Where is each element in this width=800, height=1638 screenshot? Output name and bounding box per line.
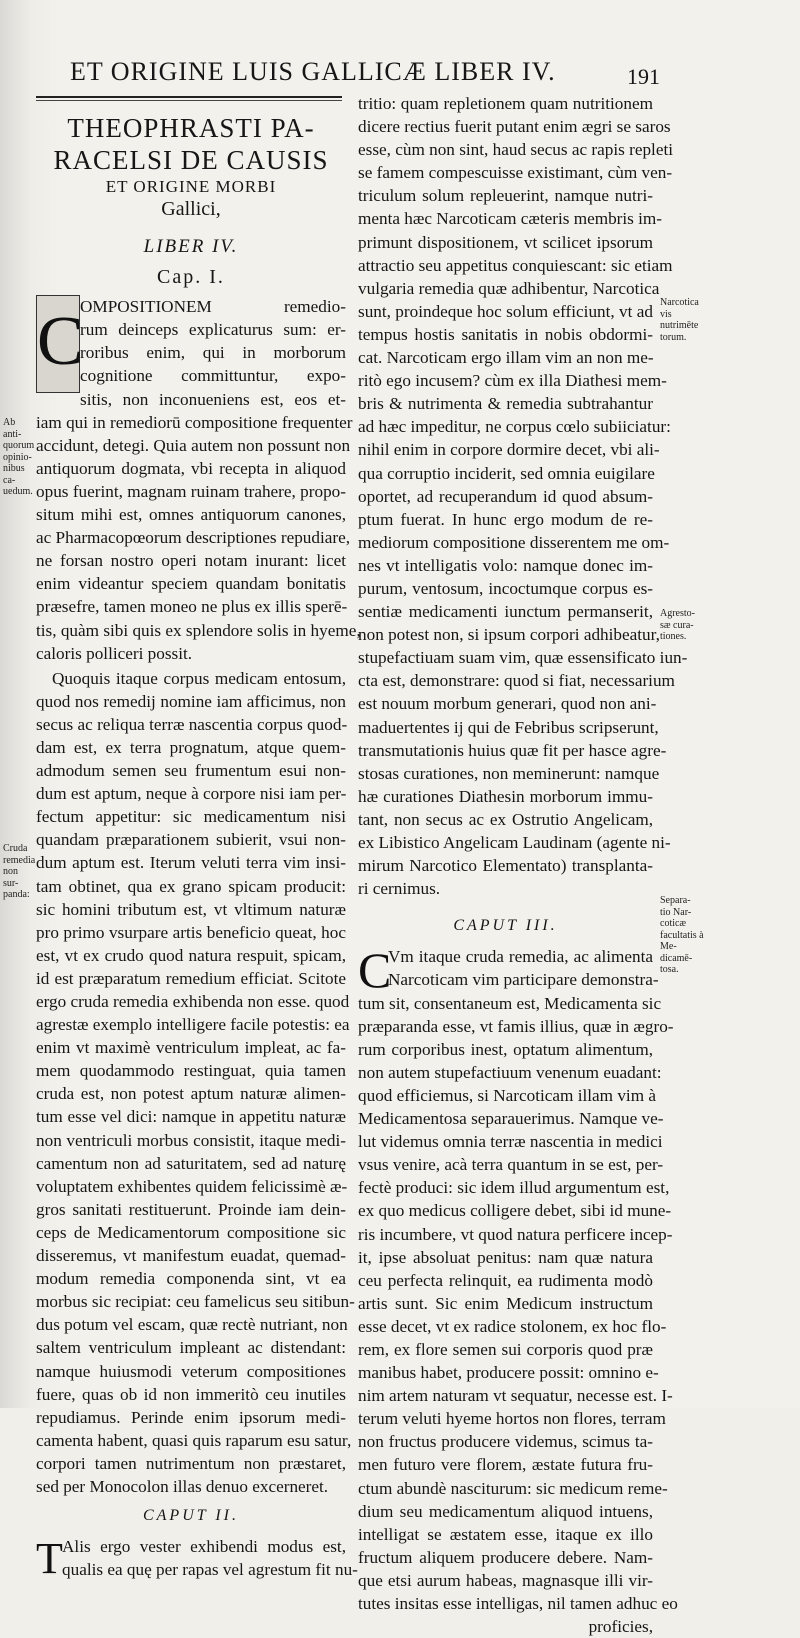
- text-line: corpori tamen nutrimentum non præstaret,: [36, 1453, 346, 1473]
- text-line: Alis ergo vester exhibendi modus est,: [62, 1537, 346, 1557]
- text-line: menta hæc Narcoticam cæteris membris im-: [358, 209, 663, 229]
- text-line: oportet, ad recuperandum id quod absum-: [358, 486, 653, 506]
- margin-note-line: Agresto-: [660, 608, 695, 619]
- text-line: stupefactiuam suam vim, quæ essensificato iun-: [358, 648, 688, 668]
- text-line: camenta habent, quasi quis raparum esu satur,: [36, 1430, 352, 1450]
- margin-note-right-3: [660, 895, 708, 976]
- text-line: caloris polliceri possit.: [36, 643, 193, 663]
- text-line: secus ac reliqua terræ nascentia corpus quod-: [36, 714, 348, 734]
- text-line: ex quo medicus colligere debet, sibi id mune-: [358, 1201, 672, 1221]
- margin-note-left-2: [3, 843, 35, 901]
- paragraph-2: [36, 667, 355, 1498]
- margin-note-line: tiones.: [660, 631, 687, 642]
- text-line: rem, ex flore semen sui corporis quod præ: [358, 1339, 653, 1359]
- text-line: situm mihi est, omnes antiquorum canones,: [36, 505, 346, 525]
- text-line: sed per Monocolon illas denuo excerneret.: [36, 1476, 329, 1496]
- margin-note-line: Separa-: [660, 895, 691, 906]
- text-line: tritio: quam repletionem quam nutritionem: [358, 94, 653, 113]
- text-line: præparanda esse, vt famis illius, quæ in ægro-: [358, 1016, 674, 1036]
- margin-note-line: facultatis à Me-: [660, 929, 704, 952]
- margin-note-line: uedum.: [3, 486, 33, 497]
- text-line: dicere rectius fuerit putant enim ægri se saros: [358, 117, 671, 137]
- text-line: attractio seu appetitus conquiescant: sic etiam: [358, 255, 673, 275]
- text-line: tum esse vel dici: namque in appetitu naturæ: [36, 1107, 346, 1127]
- text-line: repudiamus. Perinde enim ipsorum medi-: [36, 1407, 346, 1427]
- text-line: roribus enim, qui in morborum: [80, 343, 346, 363]
- text-line: non fructus producere videmus, scimus ta-: [358, 1432, 653, 1452]
- margin-note-right-1: [660, 297, 708, 343]
- text-line: vulgaria remedia quæ adhibentur, Narcotica: [358, 278, 660, 298]
- left-column: [36, 112, 361, 1584]
- text-line: tutes insitas esse intelligas, nil tamen adhuc eo: [358, 1594, 678, 1613]
- chapter-heading: Cap. I.: [157, 266, 225, 289]
- text-line: primunt dispositionem, vt scilicet ipsorum: [358, 232, 653, 252]
- text-line: rum deinceps explicaturus sum: er-: [80, 320, 346, 340]
- margin-note-line: quorum: [3, 440, 35, 451]
- title-rule: [36, 96, 342, 98]
- text-line: ris incumbere, vt quod natura perficere incep-: [358, 1224, 673, 1244]
- initial-letter: T: [36, 1534, 63, 1584]
- text-line: agrestæ exemplo intelligere facile potestis: ea: [36, 1015, 350, 1035]
- text-line: modum remedia componenda sint, vt ea: [36, 1269, 346, 1289]
- title-line-1: THEOPHRASTI PA-: [67, 113, 315, 143]
- text-line: quod efficiemus, si Narcoticam illam vim à: [358, 1085, 656, 1105]
- margin-note-left-1: [3, 417, 35, 498]
- text-line: ad hæc impeditur, ne corpus cœlo subiiciatur:: [358, 417, 671, 437]
- text-line: sentiæ medicamenti iunctum permanserit,: [358, 602, 653, 622]
- text-line: intelligat se æstatem esse, itaque ex illo: [358, 1524, 653, 1544]
- text-line: rum corporibus inest, optatum alimentum,: [358, 1039, 653, 1059]
- margin-note-line: non sur-: [3, 866, 19, 889]
- text-line: enim videantur speciem quandam bonitatis: [36, 574, 346, 594]
- text-line: quod nos remedij nomine iam afficimus, non: [36, 691, 346, 711]
- text-line: pro primo vsurpare artis beneficio queat, hoc: [36, 922, 346, 942]
- text-line: non ventriculi morbus consistit, itaque medi-: [36, 1130, 346, 1150]
- text-line: Quoquis itaque corpus medicam entosum,: [52, 668, 346, 688]
- text-line: qua corruptio inciderit, sed omnia euigilare: [358, 463, 655, 483]
- text-line: quandam præparationem subierit, vsui non-: [36, 830, 346, 850]
- title-line-2: RACELSI DE CAUSIS: [53, 145, 329, 175]
- text-line: esse decet, vt ex radice stolonem, ex hoc flo-: [358, 1316, 667, 1336]
- margin-note-line: Ab anti-: [3, 417, 22, 440]
- text-line: Medicamentosa separauerimus. Namque ve-: [358, 1109, 664, 1129]
- text-line: dam est, ex terra prognatum, atque quem-: [36, 737, 346, 757]
- text-line: it, ipse absoluat penitus: nam quæ natura: [358, 1247, 653, 1267]
- text-line: transmutationis huius quæ fit per hasce agre-: [358, 740, 667, 760]
- text-line: admodum semen seu frumentum esui non-: [36, 761, 346, 781]
- text-line: ac Pharmacopœorum descriptiones repudiare,: [36, 528, 351, 548]
- text-line: ergo cruda remedia exhibenda non esse. quod: [36, 992, 350, 1011]
- text-line: nes vt intelligatis volo: namque donec im-: [358, 555, 653, 575]
- text-line: ritò ego incusem? cùm ex illa Diathesi mem-: [358, 371, 667, 391]
- text-line: est, vt ex crudo quod natura respuit, spicam,: [36, 945, 346, 965]
- title-line-4: Gallici,: [161, 198, 221, 220]
- text-line: vsus venire, acà terra quantum in se est, per-: [358, 1155, 664, 1175]
- text-line: esse, cùm non sint, haud secus ac rapis repleti: [358, 140, 674, 160]
- text-line: ex Libistico Angelicam Laudinam (agente ni-: [358, 833, 671, 852]
- text-line: fectum appetitur: sic medicamentum nisi: [36, 807, 346, 827]
- text-line: præsefre, tamen moneo ne plus ex illis sperē-: [36, 597, 348, 617]
- text-line: tam obtinet, qua ex grano spicam producit:: [36, 876, 346, 896]
- text-line: proficies,: [588, 1617, 653, 1637]
- margin-note-line: nutrimēte: [660, 320, 699, 331]
- text-line: cta est, demonstrare: quod si fiat, necessarium: [358, 671, 675, 691]
- chapter-3-heading: CAPUT III.: [453, 917, 558, 935]
- text-line: sitis, non inconueniens est, eos et-: [80, 389, 346, 409]
- text-line: non potest non, si ipsum corpori adhibeatur,: [358, 625, 660, 645]
- text-line: Narcoticam vim participare demonstra-: [388, 970, 659, 990]
- text-line: lut videmus omnia terræ nascentia in medici: [358, 1132, 663, 1152]
- text-line: mem quodammodo restinguat, quia tamen: [36, 1061, 346, 1081]
- margin-note-line: opinio-: [3, 451, 32, 463]
- text-line: maduertentes ij qui de Febribus scripserunt,: [358, 717, 659, 737]
- text-line: tis, quàm sibi quis ex splendore solis in hyeme,: [36, 620, 361, 640]
- text-line: hæ curationes Diathesin morborum immu-: [358, 786, 653, 806]
- title-line-3: ET ORIGINE MORBI: [105, 177, 277, 196]
- text-line: enim vt maximè ventriculum impleat, ac fa-: [36, 1038, 346, 1058]
- text-line: triculum solum repleuerint, namque nutri-: [358, 186, 653, 206]
- text-line: se famem compescuisse existimant, cùm ven-: [358, 163, 673, 183]
- text-line: purum, ventosum, incoctumque corpus es-: [358, 578, 653, 598]
- margin-note-line: Cruda: [3, 843, 28, 854]
- text-line: fectè produci: sic idem illud argumentum est,: [358, 1178, 670, 1198]
- text-line: terum veluti hyeme hortos non flores, terram: [358, 1409, 666, 1429]
- text-line: ptum fuerat. In hunc ergo modum de re-: [358, 509, 653, 529]
- text-line: saltem ventriculum impleant ac distendant:: [36, 1338, 346, 1358]
- chapter-2-heading: CAPUT II.: [142, 1507, 240, 1525]
- margin-note-line: sæ cura-: [660, 619, 694, 631]
- text-line: morbus sic recipiat: ceu famelicus seu sitibun-: [36, 1292, 355, 1312]
- text-line: ceps de Medicamentorum compositione sic: [36, 1222, 346, 1242]
- text-line: iam qui in remediorū compositione frequenter: [36, 412, 353, 432]
- initial-letter: C: [358, 942, 392, 999]
- text-line: cognitione committuntur, expo-: [80, 366, 346, 386]
- margin-note-line: tio Nar-: [660, 906, 692, 918]
- text-line: ri cernimus.: [358, 879, 441, 899]
- book-heading: LIBER IV.: [143, 236, 239, 257]
- text-line: nim artem naturam vt sequatur, necesse est. I-: [358, 1386, 673, 1406]
- text-line: dus potum vel escam, quæ rectè nutriant, non: [36, 1315, 348, 1335]
- text-line: id est præparatum remedium efficiat. Scitote: [36, 968, 346, 988]
- margin-note-line: panda:: [3, 889, 30, 900]
- paragraph-3: [36, 1534, 358, 1584]
- text-line: sunt, proindeque hoc solum efficiunt, vt ad: [358, 301, 653, 321]
- text-line: mediorum compositione disserentem me om-: [358, 532, 670, 552]
- text-line: OMPOSITIONEM remedio-: [80, 297, 346, 317]
- text-line: camentum non ad saturitatem, sed ad naturę: [36, 1153, 346, 1173]
- text-line: antiquorum dogmata, vbi recepta in aliquod: [36, 458, 346, 478]
- text-line: fuere, quas ob id non immeritò ceu inutiles: [36, 1384, 346, 1404]
- text-line: sic homini tributum est, vt vltimum naturæ: [36, 899, 346, 919]
- text-line: tum sit, consentaneum est, Medicamenta sic: [358, 993, 662, 1013]
- text-line: opus fuerint, magnam ruinam trahere, propo-: [36, 481, 346, 501]
- text-line: mirum Narcotico Elementato) transplanta-: [358, 856, 653, 876]
- margin-note-line: torum.: [660, 331, 687, 343]
- text-line: que etsi aurum habeas, magnasque illi vir-: [358, 1570, 653, 1590]
- text-line: fructum aliquem producere debere. Nam-: [358, 1547, 653, 1567]
- text-line: disseremus, vt manifestum euadat, quemad-: [36, 1246, 346, 1266]
- text-line: men futuro vere florem, æstate futura fru-: [358, 1455, 653, 1475]
- text-line: voluptatem exhibentes quidem felicissimè æ-: [36, 1176, 348, 1196]
- text-line: Vm itaque cruda remedia, ac alimenta: [388, 947, 653, 967]
- text-line: artis sunt. Sic enim Medicum instructum: [358, 1293, 653, 1313]
- page-number: 191: [627, 64, 660, 89]
- text-line: ne forsan nostro operi notam inurant: licet: [36, 551, 346, 571]
- margin-note-line: Narcotica vis: [660, 297, 699, 320]
- text-line: qualis ea quę per rapas vel agrestum fit nu-: [62, 1560, 358, 1580]
- text-line: ctum abundè nasciturum: sic medicum reme-: [358, 1478, 668, 1498]
- text-line: cruda est, non potest aptum naturæ alimen-: [36, 1084, 346, 1104]
- margin-note-line: nibus ca-: [3, 463, 25, 486]
- title-rule-thin: [36, 100, 342, 101]
- margin-note-line: remedia: [3, 854, 36, 866]
- margin-note-line: tosa.: [660, 964, 679, 975]
- running-title: ET ORIGINE LUIS GALLICÆ LIBER IV.: [70, 57, 556, 86]
- text-line: manibus habet, producere possit: omnino e-: [358, 1363, 659, 1383]
- text-line: cat. Narcoticam ergo illam vim an non me-: [358, 348, 654, 368]
- margin-note-line: coticæ: [660, 918, 687, 929]
- text-line: est nouum morbum generari, quod non ani-: [358, 694, 657, 714]
- text-line: dum aptum est. Iterum veluti terra vim insi-: [36, 853, 346, 873]
- text-line: ceu perfecta relinquit, ea rudimenta modò: [358, 1270, 653, 1290]
- paragraph-1: [36, 295, 361, 665]
- decorated-initial: C: [36, 295, 80, 393]
- text-line: non autem stupefactiuum venenum euadant:: [358, 1062, 662, 1082]
- text-line: stosas curationes, non meminerunt: namque: [358, 763, 660, 783]
- text-line: dum est aptum, neque à corpore nisi iam per-: [36, 784, 347, 804]
- text-line: bris & nutrimenta & remedia subtrahantur: [358, 394, 653, 414]
- text-line: namque huiusmodi veterum compositiones: [36, 1361, 346, 1381]
- text-line: gros sanitati restituerunt. Proinde iam dein-: [36, 1199, 346, 1219]
- text-line: dium seu medicamentum aliquod intuens,: [358, 1501, 653, 1521]
- text-line: accidunt, detegi. Quia autem non possunt non: [36, 435, 351, 455]
- text-line: tant, non secus ac ex Ostrutio Angelicam,: [358, 809, 653, 829]
- margin-note-right-2: [660, 608, 708, 643]
- text-line: tempus hostis sanitatis in nobis obdormi-: [358, 324, 653, 344]
- text-line: nihil enim in corpore dormire decet, vbi ali-: [358, 440, 660, 460]
- margin-note-line: dicamē-: [660, 952, 693, 964]
